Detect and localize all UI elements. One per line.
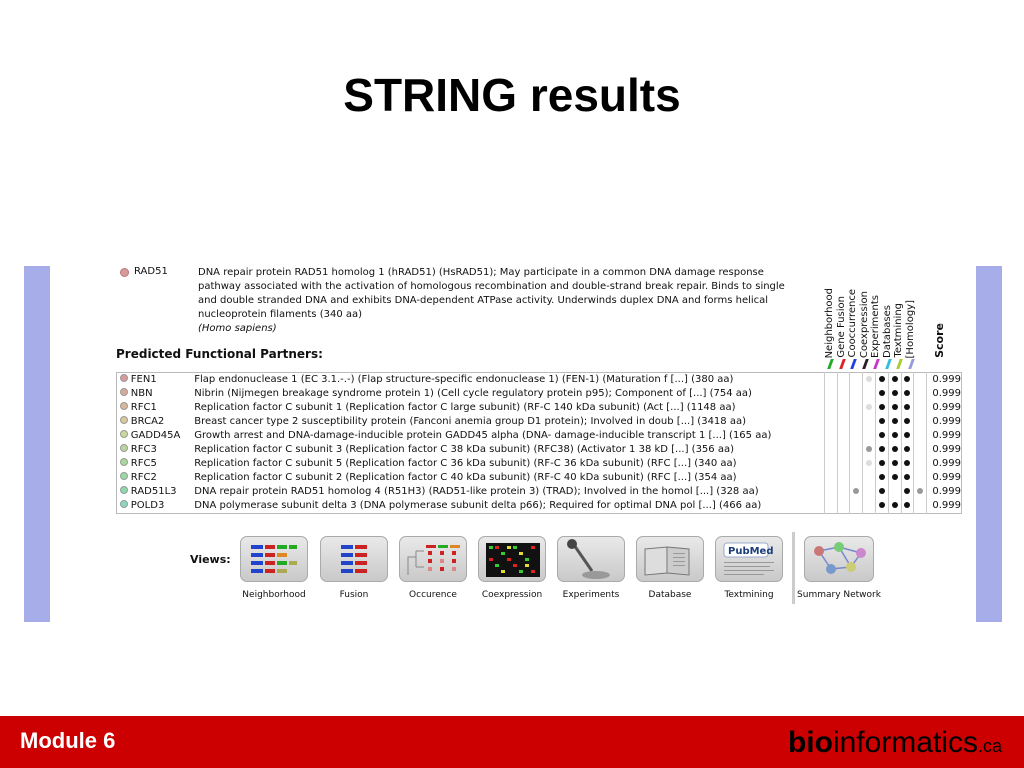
evidence-cell <box>863 443 876 457</box>
evidence-color-bar <box>862 359 869 369</box>
coexpression-view-icon <box>479 537 546 582</box>
evidence-dot-icon <box>879 488 885 494</box>
table-row[interactable] <box>117 373 962 388</box>
occurence-view-label[interactable]: Occurence <box>409 590 457 600</box>
evidence-cell <box>876 471 889 485</box>
evidence-cell <box>837 471 850 485</box>
evidence-dot-icon <box>904 460 910 466</box>
evidence-dot-icon <box>879 460 885 466</box>
partner-score: 0.999 <box>927 443 962 457</box>
partner-score: 0.999 <box>927 471 962 485</box>
partner-name[interactable]: BRCA2 <box>130 416 165 427</box>
left-frame-bar <box>24 266 50 622</box>
neighborhood-view-icon <box>241 537 308 582</box>
score-header: Score <box>933 323 946 358</box>
partner-node-icon[interactable] <box>117 387 131 401</box>
partner-score: 0.999 <box>927 457 962 471</box>
textmining-view-label[interactable]: Textmining <box>724 590 774 600</box>
partner-score: 0.999 <box>927 499 962 514</box>
evidence-dot-icon <box>917 488 923 494</box>
evidence-dot-icon <box>853 488 859 494</box>
evidence-dot-icon <box>892 474 898 480</box>
evidence-cell <box>863 471 876 485</box>
partner-node-icon[interactable] <box>117 415 131 429</box>
evidence-dot-icon <box>879 418 885 424</box>
evidence-cell <box>901 471 914 485</box>
partner-name[interactable]: POLD3 <box>130 500 165 511</box>
evidence-cell <box>863 387 876 401</box>
string-screenshot <box>24 266 1002 622</box>
evidence-cell <box>901 485 914 499</box>
evidence-cell <box>901 499 914 514</box>
evidence-header-experiments: Experiments <box>870 295 881 358</box>
partner-node-icon[interactable] <box>117 373 131 388</box>
evidence-cell <box>914 471 927 485</box>
neighborhood-view-label[interactable]: Neighborhood <box>242 590 306 600</box>
evidence-cell <box>850 415 863 429</box>
evidence-dot-icon <box>892 460 898 466</box>
evidence-cell <box>914 499 927 514</box>
evidence-cell <box>901 443 914 457</box>
evidence-cell <box>863 457 876 471</box>
evidence-cell <box>914 457 927 471</box>
evidence-cell <box>850 373 863 388</box>
evidence-dot-icon <box>879 390 885 396</box>
query-protein-name[interactable]: RAD51 <box>134 266 168 277</box>
evidence-cell <box>888 443 901 457</box>
evidence-cell <box>914 387 927 401</box>
partner-description: Breast cancer type 2 susceptibility protein (Fanconi anemia group D1 protein); Involved in doub [...] (3418 aa) <box>194 416 746 427</box>
coexpression-view-button[interactable] <box>478 536 546 582</box>
evidence-dot-icon <box>879 446 885 452</box>
partner-name[interactable]: RFC1 <box>130 402 157 413</box>
evidence-cell <box>863 373 876 388</box>
partner-description: DNA polymerase subunit delta 3 (DNA polymerase subunit delta p66); Required for optimal DNA pol [...] (466 aa) <box>194 500 762 511</box>
experiments-view-icon <box>558 537 625 582</box>
evidence-dot-icon <box>892 502 898 508</box>
evidence-cell <box>914 443 927 457</box>
evidence-dot-icon <box>904 404 910 410</box>
evidence-cell <box>888 387 901 401</box>
evidence-cell <box>825 387 838 401</box>
table-row[interactable] <box>117 387 962 401</box>
evidence-cell <box>825 415 838 429</box>
partner-node-icon[interactable] <box>117 429 131 443</box>
evidence-cell <box>825 443 838 457</box>
experiments-view-button[interactable] <box>557 536 625 582</box>
partner-name[interactable]: RAD51L3 <box>130 486 177 497</box>
evidence-cell <box>914 429 927 443</box>
table-row[interactable] <box>117 415 962 429</box>
evidence-color-bar <box>839 359 846 369</box>
module-label: Module 6 <box>20 728 116 753</box>
partner-score: 0.999 <box>927 373 962 388</box>
evidence-dot-icon <box>866 376 872 382</box>
partner-node-icon[interactable] <box>117 499 131 514</box>
query-description-text: DNA repair protein RAD51 homolog 1 (hRAD51) (HsRAD51); May participate in a common DNA damage response pathway associated with the activation of homologous recombination and double-strand break repair. Binds to single and double stranded DNA and exhibits DNA-dependent ATPase activity. Underwinds duplex DNA and forms helical nucleoprotein filaments (340 aa) <box>198 267 785 320</box>
evidence-header-neighborhood: Neighborhood <box>824 287 835 358</box>
logo-ca: .ca <box>977 736 1002 756</box>
neighborhood-view-button[interactable] <box>240 536 308 582</box>
evidence-cell <box>901 415 914 429</box>
evidence-dot-icon <box>904 390 910 396</box>
evidence-dot-icon <box>892 404 898 410</box>
partner-node-icon[interactable] <box>117 471 131 485</box>
partner-description: Replication factor C subunit 3 (Replication factor C 38 kDa subunit) (RFC38) (Activator 1 38 kD [...] (356 aa) <box>194 444 734 455</box>
evidence-color-bar <box>873 359 880 369</box>
partner-name[interactable]: NBN <box>130 388 153 399</box>
evidence-dot-icon <box>879 404 885 410</box>
database-view-label[interactable]: Database <box>648 590 692 600</box>
logo-informatics: informatics <box>832 726 978 759</box>
textmining-view-icon <box>716 537 783 582</box>
coexpression-view-label[interactable]: Coexpression <box>481 590 543 600</box>
evidence-cell <box>825 485 838 499</box>
views-label: Views: <box>190 553 231 566</box>
evidence-cell <box>837 415 850 429</box>
evidence-cell <box>876 373 889 388</box>
evidence-cell <box>876 429 889 443</box>
textmining-view-button[interactable] <box>715 536 783 582</box>
evidence-dot-icon <box>904 418 910 424</box>
partner-name[interactable]: RFC3 <box>130 444 157 455</box>
evidence-dot-icon <box>904 432 910 438</box>
summary-network-view-button[interactable] <box>804 536 874 582</box>
occurence-view-icon <box>400 537 467 582</box>
evidence-cell <box>837 387 850 401</box>
partner-name[interactable]: FEN1 <box>130 374 157 385</box>
partner-name[interactable]: RFC5 <box>130 458 157 469</box>
evidence-cell <box>850 499 863 514</box>
evidence-dot-icon <box>879 432 885 438</box>
partner-description: Flap endonuclease 1 (EC 3.1.-.-) (Flap structure-specific endonuclease 1) (FEN-1) (Maturation f [...] (380 aa) <box>194 374 734 385</box>
evidence-cell <box>863 499 876 514</box>
partner-node-icon[interactable] <box>117 401 131 415</box>
evidence-cell <box>901 373 914 388</box>
evidence-cell <box>876 499 889 514</box>
table-row[interactable] <box>117 443 962 457</box>
evidence-dot-icon <box>892 432 898 438</box>
evidence-color-bar <box>896 359 903 369</box>
evidence-cell <box>888 457 901 471</box>
evidence-cell <box>901 387 914 401</box>
evidence-dot-icon <box>892 390 898 396</box>
fusion-view-icon <box>321 537 388 582</box>
database-view-button[interactable] <box>636 536 704 582</box>
fusion-view-button[interactable] <box>320 536 388 582</box>
evidence-cell <box>914 485 927 499</box>
query-protein-node-icon[interactable] <box>120 268 129 277</box>
table-row[interactable] <box>117 485 962 499</box>
partner-name[interactable]: RFC2 <box>130 472 157 483</box>
evidence-cell <box>901 457 914 471</box>
experiments-view-label[interactable]: Experiments <box>562 590 620 600</box>
slide-title: STRING results <box>343 69 681 121</box>
partner-description: DNA repair protein RAD51 homolog 4 (R51H3) (RAD51-like protein 3) (TRAD); Involved in the homol [...] (328 aa) <box>194 486 759 497</box>
evidence-cell <box>876 387 889 401</box>
evidence-cell <box>914 401 927 415</box>
bioinformatics-logo <box>788 726 1002 760</box>
query-protein-description <box>198 266 798 336</box>
database-view-icon <box>637 537 704 582</box>
partner-description: Nibrin (Nijmegen breakage syndrome protein 1) (Cell cycle regulatory protein p95); Component of [...] (754 aa) <box>194 388 752 399</box>
occurence-view-button[interactable] <box>399 536 467 582</box>
partner-score: 0.999 <box>927 387 962 401</box>
evidence-cell <box>863 429 876 443</box>
evidence-header-textmining: Textmining <box>893 303 904 358</box>
evidence-dot-icon <box>866 404 872 410</box>
evidence-header-coexpression: Coexpression <box>858 290 870 358</box>
partner-description: Growth arrest and DNA-damage-inducible protein GADD45 alpha (DNA- damage-inducible transcript 1 [...] (165 aa) <box>194 430 772 441</box>
partner-node-icon[interactable] <box>117 485 131 499</box>
evidence-dot-icon <box>892 376 898 382</box>
evidence-cell <box>914 373 927 388</box>
evidence-cell <box>850 401 863 415</box>
evidence-cell <box>825 429 838 443</box>
evidence-cell <box>850 485 863 499</box>
partner-score: 0.999 <box>927 415 962 429</box>
evidence-header-gene-fusion: Gene Fusion <box>835 296 847 358</box>
evidence-cell <box>825 373 838 388</box>
evidence-cell <box>888 429 901 443</box>
evidence-cell <box>837 373 850 388</box>
partners-table <box>116 372 962 514</box>
evidence-cell <box>825 499 838 514</box>
evidence-cell <box>825 401 838 415</box>
table-row[interactable] <box>117 401 962 415</box>
partner-node-icon[interactable] <box>117 457 131 471</box>
evidence-cell <box>825 457 838 471</box>
partner-description: Replication factor C subunit 1 (Replication factor C large subunit) (RF-C 140 kDa subunit) (Act [...] (1148 aa) <box>194 402 736 413</box>
evidence-cell <box>876 415 889 429</box>
evidence-cell <box>825 471 838 485</box>
evidence-cell <box>837 401 850 415</box>
evidence-cell <box>837 485 850 499</box>
evidence-cell <box>850 457 863 471</box>
evidence-cell <box>888 373 901 388</box>
evidence-dot-icon <box>904 488 910 494</box>
evidence-cell <box>863 415 876 429</box>
evidence-cell <box>876 401 889 415</box>
evidence-cell <box>914 415 927 429</box>
evidence-dot-icon <box>904 474 910 480</box>
evidence-dot-icon <box>892 418 898 424</box>
evidence-color-bar <box>885 359 892 369</box>
evidence-cell <box>888 471 901 485</box>
evidence-header-homology: [Homology] <box>904 299 916 358</box>
evidence-dot-icon <box>879 376 885 382</box>
table-row[interactable] <box>117 457 962 471</box>
string-results-panel <box>50 266 976 622</box>
evidence-cell <box>888 401 901 415</box>
partner-score: 0.999 <box>927 429 962 443</box>
partner-description: Replication factor C subunit 2 (Replication factor C 40 kDa subunit) (RF-C 40 kDa subunit) (RFC [...] (354 aa) <box>194 472 737 483</box>
table-row[interactable] <box>117 429 962 443</box>
evidence-cell <box>837 499 850 514</box>
evidence-dot-icon <box>904 502 910 508</box>
evidence-cell <box>876 485 889 499</box>
evidence-cell <box>876 457 889 471</box>
evidence-cell <box>901 401 914 415</box>
evidence-cell <box>837 457 850 471</box>
evidence-header-cooccurrence: Cooccurrence <box>847 289 858 358</box>
evidence-cell <box>850 387 863 401</box>
evidence-dot-icon <box>866 460 872 466</box>
table-row[interactable] <box>117 471 962 485</box>
fusion-view-label[interactable]: Fusion <box>339 590 369 600</box>
partners-heading: Predicted Functional Partners: <box>116 347 323 361</box>
evidence-cell <box>850 471 863 485</box>
evidence-cell <box>863 401 876 415</box>
evidence-color-bar <box>827 359 834 369</box>
evidence-cell <box>850 429 863 443</box>
evidence-cell <box>863 485 876 499</box>
partner-score: 0.999 <box>927 485 962 499</box>
evidence-cell <box>837 429 850 443</box>
table-row[interactable] <box>117 499 962 514</box>
evidence-dot-icon <box>866 446 872 452</box>
partner-node-icon[interactable] <box>117 443 131 457</box>
evidence-dot-icon <box>879 502 885 508</box>
evidence-cell <box>901 429 914 443</box>
summary-network-view-label[interactable]: Summary Network <box>797 590 881 600</box>
evidence-cell <box>888 415 901 429</box>
logo-bio: bio <box>787 726 833 759</box>
evidence-cell <box>837 443 850 457</box>
evidence-cell <box>850 443 863 457</box>
right-frame-bar <box>976 266 1002 622</box>
partner-description: Replication factor C subunit 5 (Replication factor C 36 kDa subunit) (RF-C 36 kDa subunit) (RFC [...] (340 aa) <box>194 458 737 469</box>
evidence-cell <box>888 499 901 514</box>
svg-text:PubMed: PubMed <box>728 546 774 557</box>
evidence-color-bar <box>908 359 915 369</box>
partner-score: 0.999 <box>927 401 962 415</box>
evidence-dot-icon <box>904 376 910 382</box>
evidence-dot-icon <box>904 446 910 452</box>
query-organism: (Homo sapiens) <box>198 323 277 334</box>
summary-network-icon <box>805 537 874 582</box>
evidence-dot-icon <box>892 446 898 452</box>
evidence-cell <box>888 485 901 499</box>
evidence-dot-icon <box>879 474 885 480</box>
evidence-cell <box>876 443 889 457</box>
evidence-header-databases: Databases <box>881 305 893 358</box>
partner-name[interactable]: GADD45A <box>130 430 181 441</box>
evidence-color-bar <box>850 359 857 369</box>
